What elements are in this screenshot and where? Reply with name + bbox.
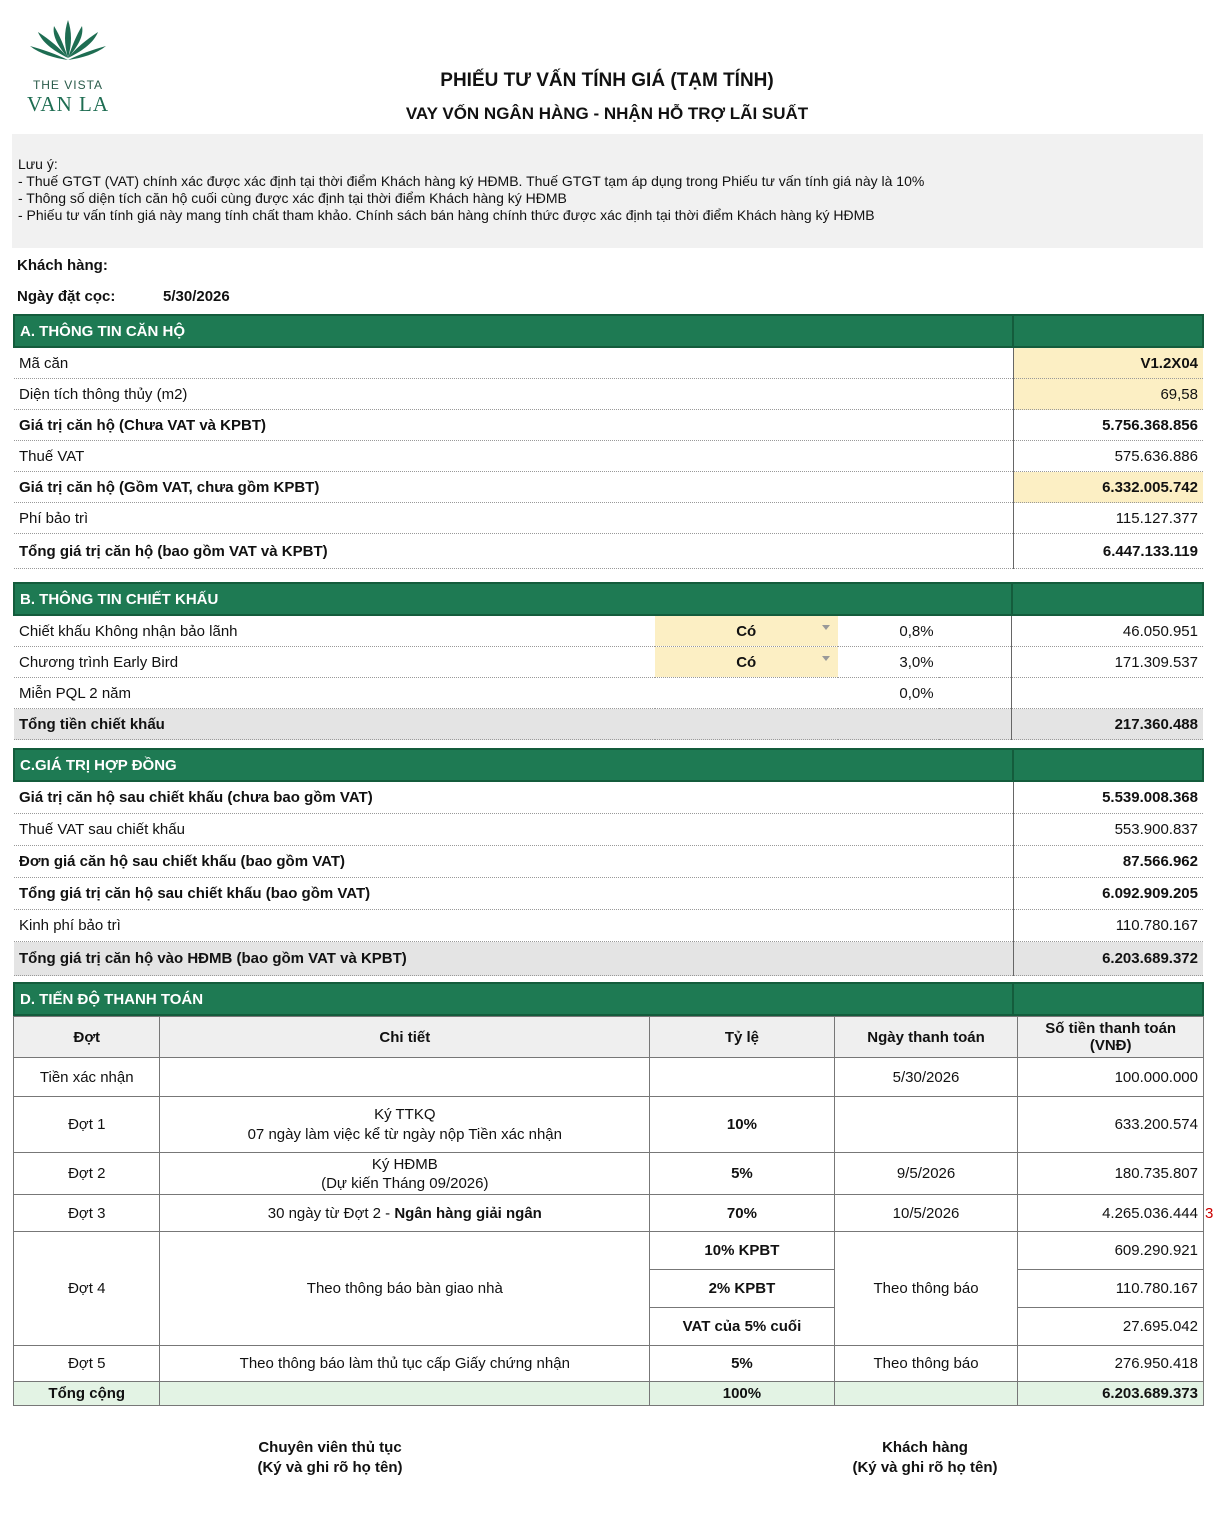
rate: 10% [650,1097,835,1153]
row-value: 6.447.133.119 [1013,534,1203,569]
header-cell [1013,749,1203,781]
section-b-table [13,582,1204,740]
col-header: Tỷ lệ [650,1017,835,1058]
col-header: Ngày thanh toán [834,1017,1018,1058]
detail: Theo thông báo bàn giao nhà [160,1232,650,1346]
pay-date: 10/5/2026 [834,1195,1018,1232]
pay-date [834,1097,1018,1153]
col-header [1018,1017,1204,1058]
period: Đợt 1 [14,1097,160,1153]
detail-line: 07 ngày làm việc kể từ ngày nộp Tiền xác nhận [247,1125,562,1143]
row-value: 575.636.886 [1013,441,1203,472]
row-label: Miễn PQL 2 năm [14,678,655,709]
detail [160,1195,650,1232]
pay-date: Theo thông báo [834,1346,1018,1382]
customer-label: Khách hàng: [17,257,108,274]
signature-left-sub: (Ký và ghi rõ họ tên) [257,1459,403,1476]
amount: 100.000.000 [1018,1058,1204,1097]
discount-rate: 3,0% [838,647,939,678]
row-value: 171.309.537 [1012,647,1203,678]
row-value: 6.203.689.372 [1013,942,1203,976]
amount: 180.735.807 [1018,1153,1204,1195]
row-label: Thuế VAT [14,441,1013,472]
amount: 110.780.167 [1018,1270,1204,1308]
row-value: 5.539.008.368 [1013,781,1203,814]
empty-cell [834,1382,1018,1406]
row-value [1012,678,1203,709]
pay-date: Theo thông báo [834,1232,1018,1346]
note-line: - Thuế GTGT (VAT) chính xác được xác định tại thời điểm Khách hàng ký HĐMB. Thuế GTGT tạm áp dụng trong Phiếu tư vấn tính giá này là 10% [18,173,925,189]
row-label: Tổng giá trị căn hộ sau chiết khấu (bao gồm VAT) [14,878,1013,910]
signature-right [795,1438,1055,1478]
select-value: Có [736,622,757,640]
row-value: 6.332.005.742 [1013,472,1203,503]
header-cell [1013,315,1203,347]
table-row [14,1232,1204,1270]
select-value: Có [736,653,757,671]
amount: 609.290.921 [1018,1232,1204,1270]
col-header: Đợt [14,1017,160,1058]
row-label: Tổng giá trị căn hộ (bao gồm VAT và KPBT) [14,534,1013,569]
select-empty [655,678,838,709]
discount-rate: 0,8% [838,615,939,647]
amount: 27.695.042 [1018,1308,1204,1346]
total-row [14,1382,1204,1406]
row-label: Chiết khấu Không nhận bảo lãnh [14,615,655,647]
rate: 10% KPBT [650,1232,835,1270]
deposit-date-label: Ngày đặt cọc: [17,288,116,305]
period: Tiền xác nhận [14,1058,160,1097]
period: Đợt 2 [14,1153,160,1195]
row-value: 46.050.951 [1012,615,1203,647]
area-value[interactable]: 69,58 [1013,379,1203,410]
row-label: Chương trình Early Bird [14,647,655,678]
table-row [14,1097,1204,1153]
cell-overflow-mark: 3 [1205,1205,1214,1222]
table-row [14,1346,1204,1382]
col-header: Chi tiết [160,1017,650,1058]
amount: 633.200.574 [1018,1097,1204,1153]
table-row [14,1195,1204,1232]
payment-schedule-table [13,1016,1204,1406]
detail [160,1058,650,1097]
col-header-line: (VNĐ) [1089,1037,1132,1054]
pay-date: 5/30/2026 [834,1058,1018,1097]
note-line: - Phiếu tư vấn tính giá này mang tính chất tham khảo. Chính sách bán hàng chính thức được xác định tại thời điểm Khách hàng ký HĐMB [18,207,875,223]
detail [160,1097,650,1153]
deposit-date-value[interactable]: 5/30/2026 [163,288,230,305]
detail-line: Ký HĐMB [371,1155,438,1173]
period: Đợt 4 [14,1232,160,1346]
row-value: 115.127.377 [1013,503,1203,534]
row-value: 87.566.962 [1013,846,1203,878]
discount-option-select[interactable] [655,615,838,647]
row-label: Đơn giá căn hộ sau chiết khấu (bao gồm VAT) [14,846,1013,878]
chevron-down-icon [822,625,830,630]
table-row [14,1058,1204,1097]
discount-total-value: 217.360.488 [1012,709,1203,740]
rate: 5% [650,1153,835,1195]
notes-box [12,134,1203,248]
detail-line: (Dự kiến Tháng 09/2026) [321,1174,489,1192]
rate [650,1058,835,1097]
col-header-line: Số tiền thanh toán [1045,1020,1177,1037]
signature-left-title: Chuyên viên thủ tục [258,1439,402,1456]
apartment-code-value[interactable]: V1.2X04 [1013,347,1203,379]
rate: VAT của 5% cuối [650,1308,835,1346]
page-subtitle: VAY VỐN NGÂN HÀNG - NHẬN HỖ TRỢ LÃI SUẤT [405,104,809,123]
row-label: Thuế VAT sau chiết khấu [14,814,1013,846]
row-label: Giá trị căn hộ (Gồm VAT, chưa gồm KPBT) [14,472,1013,503]
section-b-title: B. THÔNG TIN CHIẾT KHẤU [14,583,1012,615]
chevron-down-icon [822,656,830,661]
brand-line1: THE VISTA [32,78,104,92]
section-a-title: A. THÔNG TIN CĂN HỘ [14,315,1013,347]
rate: 5% [650,1346,835,1382]
row-value: 5.756.368.856 [1013,410,1203,441]
rate: 2% KPBT [650,1270,835,1308]
section-c-title: C.GIÁ TRỊ HỢP ĐỒNG [14,749,1013,781]
signature-left [200,1438,460,1478]
row-label: Phí bảo trì [14,503,1013,534]
total-label: Tổng cộng [14,1382,160,1406]
detail-text: 30 ngày từ Đợt 2 - [267,1204,395,1222]
row-value: 553.900.837 [1013,814,1203,846]
total-amount: 6.203.689.373 [1018,1382,1204,1406]
discount-rate: 0,0% [838,678,939,709]
row-label: Giá trị căn hộ sau chiết khấu (chưa bao gồm VAT) [14,781,1013,814]
rate: 70% [650,1195,835,1232]
row-label: Tổng giá trị căn hộ vào HĐMB (bao gồm VAT và KPBT) [14,942,1013,976]
signature-right-title: Khách hàng [882,1439,968,1456]
amount: 276.950.418 [1018,1346,1204,1382]
row-label: Diện tích thông thủy (m2) [14,379,1013,410]
row-label: Kinh phí bảo trì [14,910,1013,942]
detail: Theo thông báo làm thủ tục cấp Giấy chứng nhận [160,1346,650,1382]
detail-line: Ký TTKQ [374,1105,436,1123]
row-value: 6.092.909.205 [1013,878,1203,910]
row-value: 110.780.167 [1013,910,1203,942]
row-label: Giá trị căn hộ (Chưa VAT và KPBT) [14,410,1013,441]
empty-cell [160,1382,650,1406]
period: Đợt 5 [14,1346,160,1382]
page-title: PHIẾU TƯ VẤN TÍNH GIÁ (TẠM TÍNH) [440,70,774,91]
note-line: - Thông số diện tích căn hộ cuối cùng được xác định tại thời điểm Khách hàng ký HĐMB [18,190,567,206]
header-cell [1012,583,1203,615]
header-cell [1013,983,1203,1015]
amount: 4.265.036.444 [1018,1195,1204,1232]
row-label: Mã căn [14,347,1013,379]
pay-date: 9/5/2026 [834,1153,1018,1195]
brand-logo-icon [18,18,118,78]
table-row [14,1153,1204,1195]
section-c-table [13,748,1204,976]
notes-heading: Lưu ý: [18,156,58,172]
section-d-title: D. TIẾN ĐỘ THANH TOÁN [14,983,1013,1015]
early-bird-select[interactable] [655,647,838,678]
signature-right-sub: (Ký và ghi rõ họ tên) [852,1459,998,1476]
detail-bold: Ngân hàng giải ngân [394,1204,542,1222]
section-a-table [13,314,1204,569]
section-d-header [13,982,1204,1016]
total-rate: 100% [650,1382,835,1406]
period: Đợt 3 [14,1195,160,1232]
detail [160,1153,650,1195]
brand-line2: VAN LA [26,92,110,116]
discount-total-label: Tổng tiền chiết khấu [14,709,1012,740]
